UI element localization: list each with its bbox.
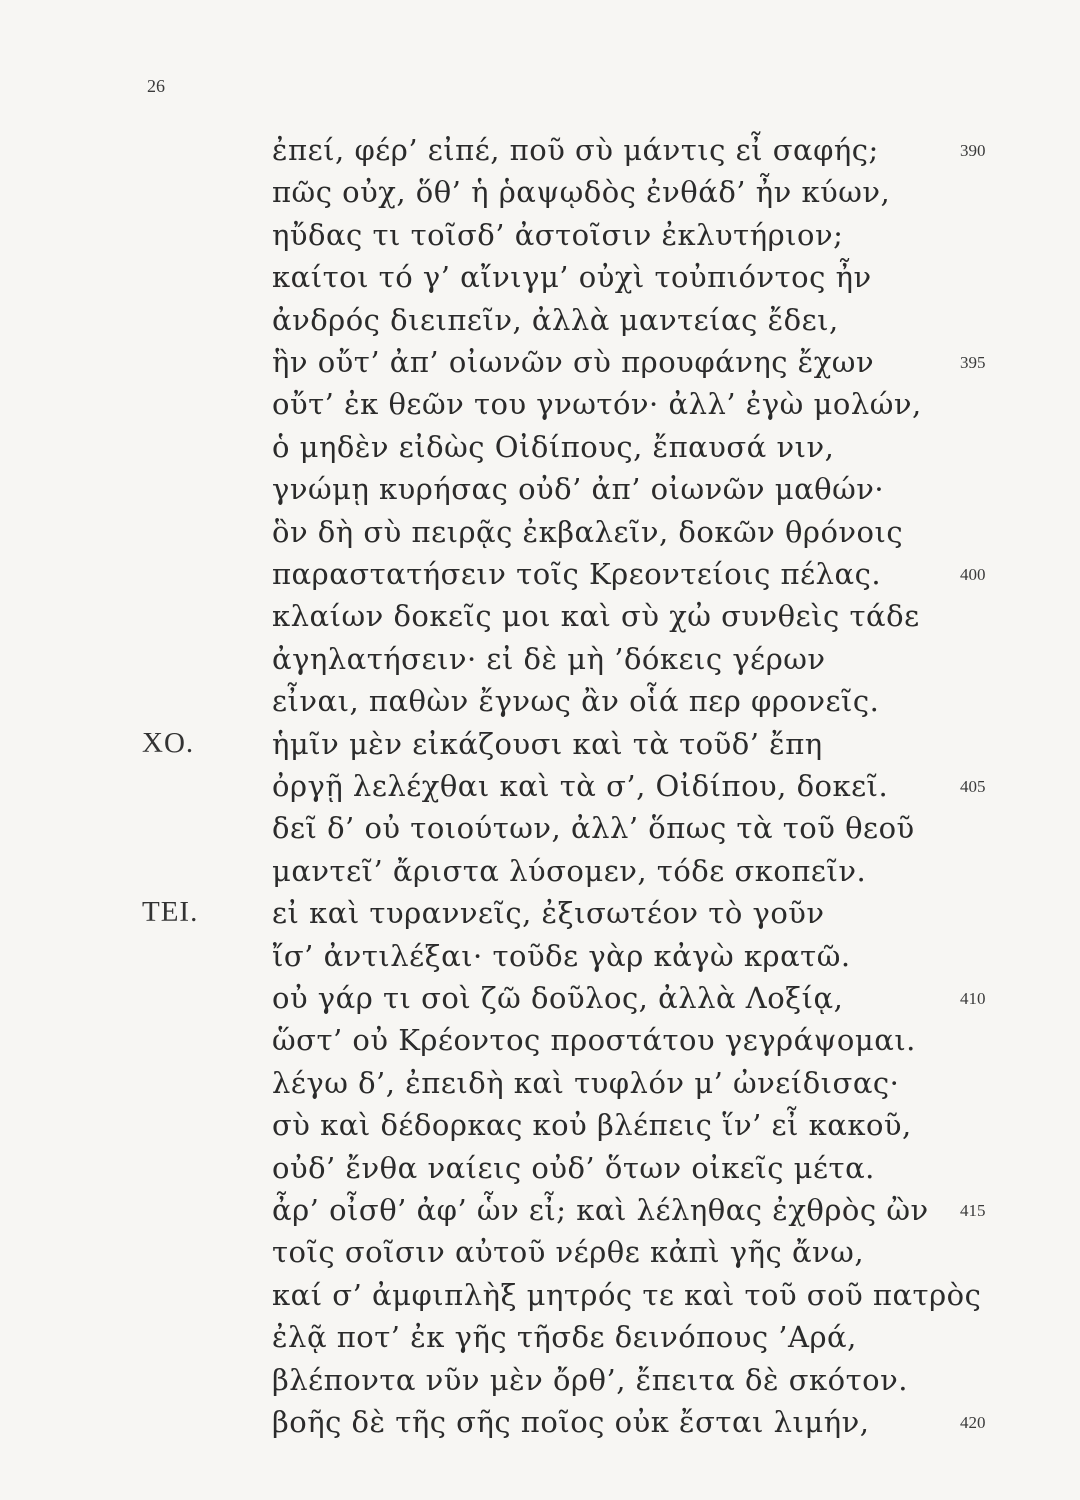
verse-line (0, 1405, 1080, 1447)
verse-line (0, 1320, 1080, 1362)
line-number: 415 (960, 1201, 986, 1220)
verse-line (0, 430, 1080, 472)
verse-line (0, 1193, 1080, 1235)
verse-text: βλέποντα νῦν μὲν ὄρθ’, ἔπειτα δὲ σκότον. (272, 1362, 908, 1397)
verse-text: ἆρ’ οἶσθ’ ἀφ’ ὧν εἶ; καὶ λέληθας ἐχθρὸς ὢν (272, 1193, 929, 1227)
verse-line (0, 599, 1080, 641)
verse-text: δεῖ δ’ οὐ τοιούτων, ἀλλ’ ὅπως τὰ τοῦ θεοῦ (272, 811, 915, 846)
page-number: 26 (147, 76, 165, 96)
verse-line (0, 642, 1080, 684)
verse-line (0, 1066, 1080, 1108)
verse-text: παραστατήσειν τοῖς Κρεοντείοις πέλας. (272, 557, 882, 591)
verse-line (0, 1278, 1080, 1320)
verse-text: τοῖς σοῖσιν αὐτοῦ νέρθε κἀπὶ γῆς ἄνω, (272, 1235, 865, 1270)
verse-text: ἐπεί, φέρ’ εἰπέ, ποῦ σὺ μάντις εἶ σαφής; (272, 133, 879, 167)
verse-text: ἴσ’ ἀντιλέξαι· τοῦδε γὰρ κἀγὼ κρατῶ. (272, 938, 851, 973)
verse-text: καίτοι τό γ’ αἴνιγμ’ οὐχὶ τοὐπιόντος ἦν (272, 260, 872, 295)
verse-line (0, 1363, 1080, 1405)
verse-text: ἐλᾷ ποτ’ ἐκ γῆς τῆσδε δεινόπους ’Αρά, (272, 1320, 857, 1355)
line-number: 420 (960, 1413, 986, 1432)
line-number: 405 (960, 777, 986, 796)
verse-line (0, 1151, 1080, 1193)
verse-line (0, 1108, 1080, 1150)
verse-text: ὁ μηδὲν εἰδὼς Οἰδίπους, ἔπαυσά νιν, (272, 429, 835, 464)
verse-text: σὺ καὶ δέδορκας κοὐ βλέπεις ἵν’ εἶ κακοῦ, (272, 1108, 912, 1143)
verse-text: ὃν δὴ σὺ πειρᾷς ἐκβαλεῖν, δοκῶν θρόνοις (272, 514, 904, 549)
verse-text: λέγω δ’, ἐπειδὴ καὶ τυφλόν μ’ ὠνείδισας· (272, 1065, 900, 1100)
verse-text: μαντεῖ’ ἄριστα λύσομεν, τόδε σκοπεῖν. (272, 853, 867, 888)
verse-text: οὔτ’ ἐκ θεῶν του γνωτόν· ἀλλ’ ἐγὼ μολών, (272, 387, 922, 422)
verse-text: κλαίων δοκεῖς μοι καὶ σὺ χὠ συνθεὶς τάδε (272, 599, 920, 634)
verse-line (0, 769, 1080, 811)
verse-text: ὀργῇ λελέχθαι καὶ τὰ σ’, Οἰδίπου, δοκεῖ. (272, 769, 889, 803)
verse-line (0, 727, 1080, 769)
verse-line (0, 896, 1080, 938)
verse-text: γνώμῃ κυρήσας οὐδ’ ἀπ’ οἰωνῶν μαθών· (272, 472, 885, 507)
verse-text: ἣν οὔτ’ ἀπ’ οἰωνῶν σὺ προυφάνης ἔχων (272, 345, 875, 379)
verse-text: πῶς οὐχ, ὅθ’ ἡ ῥαψῳδὸς ἐνθάδ’ ἦν κύων, (272, 175, 891, 210)
verse-line (0, 684, 1080, 726)
verse-text: ἡμῖν μὲν εἰκάζουσι καὶ τὰ τοῦδ’ ἔπη (272, 726, 823, 761)
verse-line (0, 939, 1080, 981)
verse-line (0, 811, 1080, 853)
verse-line (0, 981, 1080, 1023)
verse-text: ὥστ’ οὐ Κρέοντος προστάτου γεγράψομαι. (272, 1023, 916, 1058)
verse-line (0, 303, 1080, 345)
verse-text: οὐδ’ ἔνθα ναίεις οὐδ’ ὅτων οἰκεῖς μέτα. (272, 1150, 875, 1185)
verse-text: εἶναι, παθὼν ἔγνως ἂν οἷά περ φρονεῖς. (272, 684, 880, 719)
verse-text: βοῆς δὲ τῆς σῆς ποῖος οὐκ ἔσται λιμήν, (272, 1405, 870, 1439)
verse-line (0, 557, 1080, 599)
verse-line (0, 260, 1080, 302)
verse-line (0, 1023, 1080, 1065)
verse-text: καί σ’ ἀμφιπλὴξ μητρός τε καὶ τοῦ σοῦ πατρὸς (272, 1277, 982, 1312)
speaker-label: ΤΕΙ. (142, 896, 199, 929)
verse-line (0, 218, 1080, 260)
verse-text: ἀνδρός διειπεῖν, ἀλλὰ μαντείας ἔδει, (272, 302, 839, 337)
speaker-label: ΧΟ. (142, 726, 195, 759)
verse-line (0, 1235, 1080, 1277)
line-number: 410 (960, 989, 986, 1008)
verse-line (0, 854, 1080, 896)
verse-line (0, 515, 1080, 557)
line-number: 395 (960, 353, 986, 372)
verse-text: ἀγηλατήσειν· εἰ δὲ μὴ ’δόκεις γέρων (272, 641, 826, 676)
verse-text: οὐ γάρ τι σοὶ ζῶ δοῦλος, ἀλλὰ Λοξίᾳ, (272, 981, 844, 1015)
line-number: 400 (960, 565, 986, 584)
verse-text: ηὔδας τι τοῖσδ’ ἀστοῖσιν ἐκλυτήριον; (272, 217, 844, 252)
verse-text: εἰ καὶ τυραννεῖς, ἐξισωτέον τὸ γοῦν (272, 896, 825, 931)
verse-line (0, 175, 1080, 217)
line-number: 390 (960, 141, 986, 160)
verse-line (0, 345, 1080, 387)
verse-line (0, 472, 1080, 514)
verse-line (0, 133, 1080, 175)
verse-line (0, 387, 1080, 429)
